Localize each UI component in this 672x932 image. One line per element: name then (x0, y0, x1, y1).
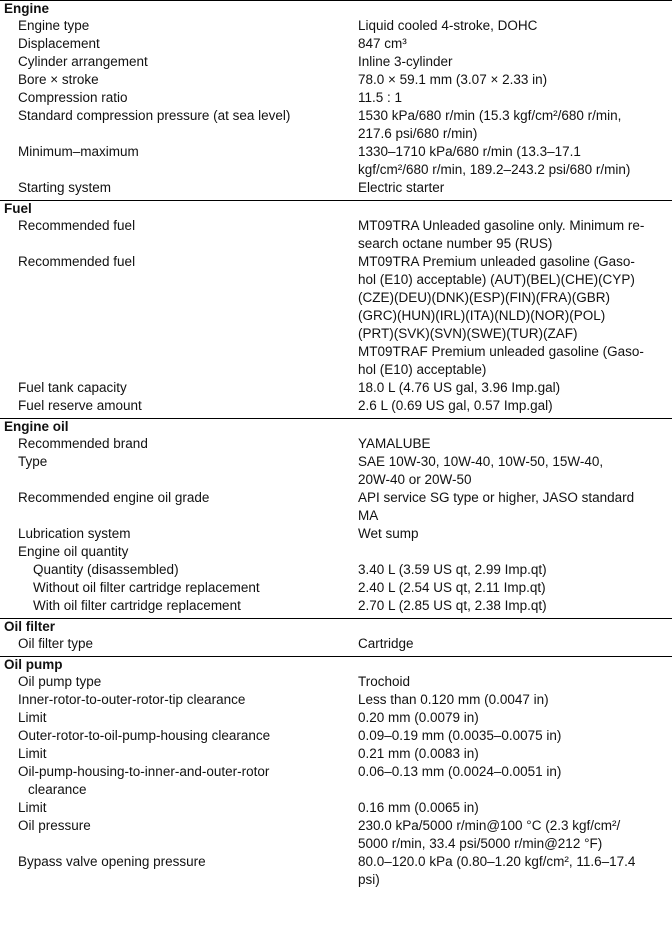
spec-value (340, 217, 672, 253)
spec-label: Oil filter type (18, 636, 94, 651)
spec-label: Type (18, 454, 48, 469)
spec-value: 11.5 : 1 (358, 90, 403, 105)
value-line: 20W-40 or 20W-50 (358, 472, 472, 487)
section-title: Engine oil (4, 419, 69, 434)
spec-row (0, 597, 672, 615)
spec-row (0, 561, 672, 579)
spec-label: Limit (18, 710, 47, 725)
spec-value: 0.21 mm (0.0083 in) (358, 746, 479, 761)
section-title: Oil filter (4, 619, 56, 634)
spec-value (340, 489, 672, 525)
spec-value (340, 853, 672, 889)
value-line: kgf/cm²/680 r/min, 189.2–243.2 psi/680 r/min) (358, 162, 631, 177)
spec-row (0, 727, 672, 745)
spec-value: 0.20 mm (0.0079 in) (358, 710, 479, 725)
spec-value: YAMALUBE (358, 436, 431, 451)
section-title: Fuel (4, 201, 32, 216)
spec-label: Cylinder arrangement (18, 54, 148, 69)
label-line: clearance (28, 782, 87, 797)
spec-value (340, 817, 672, 853)
spec-label (0, 763, 340, 799)
spec-label: Recommended fuel (18, 254, 136, 269)
value-line: (GRC)(HUN)(IRL)(ITA)(NLD)(NOR)(POL) (358, 308, 606, 323)
value-line: hol (E10) acceptable) (AUT)(BEL)(CHE)(CYP) (358, 272, 635, 287)
value-line: (CZE)(DEU)(DNK)(ESP)(FIN)(FRA)(GBR) (358, 290, 610, 305)
spec-value: 3.40 L (3.59 US qt, 2.99 Imp.qt) (358, 562, 547, 577)
spec-row (0, 489, 672, 525)
spec-row (0, 143, 672, 179)
spec-row (0, 453, 672, 489)
label-line: Oil-pump-housing-to-inner-and-outer-rotor (18, 764, 270, 779)
spec-label: Limit (18, 746, 47, 761)
spec-label: Recommended engine oil grade (18, 490, 210, 505)
spec-value: 18.0 L (4.76 US gal, 3.96 Imp.gal) (358, 380, 561, 395)
spec-label: Engine oil quantity (18, 544, 129, 559)
value-line: (PRT)(SVK)(SVN)(SWE)(TUR)(ZAF) (358, 326, 578, 341)
spec-row (0, 397, 672, 415)
spec-row (0, 673, 672, 691)
spec-row (0, 435, 672, 453)
spec-row (0, 745, 672, 763)
spec-label: Displacement (18, 36, 100, 51)
spec-row (0, 817, 672, 853)
spec-label: Quantity (disassembled) (33, 562, 179, 577)
value-line: 230.0 kPa/5000 r/min@100 °C (2.3 kgf/cm²/ (358, 818, 621, 833)
spec-value: Inline 3-cylinder (358, 54, 453, 69)
spec-label: Fuel reserve amount (18, 398, 142, 413)
value-line: 5000 r/min, 33.4 psi/5000 r/min@212 °F) (358, 836, 603, 851)
value-line: 1330–1710 kPa/680 r/min (13.3–17.1 (358, 144, 581, 159)
section-engine (0, 0, 672, 200)
spec-value: 2.40 L (2.54 US qt, 2.11 Imp.qt) (358, 580, 546, 595)
spec-label: Recommended brand (18, 436, 148, 451)
spec-row (0, 709, 672, 727)
spec-label: Recommended fuel (18, 218, 136, 233)
spec-value: 0.09–0.19 mm (0.0035–0.0075 in) (358, 728, 562, 743)
spec-row (0, 179, 672, 197)
spec-label: Compression ratio (18, 90, 128, 105)
spec-row (0, 107, 672, 143)
spec-row (0, 71, 672, 89)
spec-label: Bypass valve opening pressure (18, 854, 206, 869)
section-title: Engine (4, 1, 50, 16)
spec-label: Without oil filter cartridge replacement (33, 580, 260, 595)
section-title: Oil pump (4, 657, 63, 672)
spec-label: Lubrication system (18, 526, 131, 541)
spec-value: 0.06–0.13 mm (0.0024–0.0051 in) (358, 764, 562, 779)
spec-row (0, 635, 672, 653)
spec-value: 2.6 L (0.69 US gal, 0.57 Imp.gal) (358, 398, 553, 413)
spec-value (340, 107, 672, 143)
spec-label: Oil pressure (18, 818, 91, 833)
value-line: MT09TRAF Premium unleaded gasoline (Gaso- (358, 344, 644, 359)
spec-label: Oil pump type (18, 674, 102, 689)
spec-row (0, 379, 672, 397)
value-line: search octane number 95 (RUS) (358, 236, 553, 251)
spec-value: 847 cm³ (358, 36, 407, 51)
spec-value: 78.0 × 59.1 mm (3.07 × 2.33 in) (358, 72, 548, 87)
spec-row (0, 691, 672, 709)
spec-row (0, 89, 672, 107)
spec-value (340, 253, 672, 379)
value-line: psi) (358, 872, 380, 887)
spec-row (0, 579, 672, 597)
spec-row (0, 35, 672, 53)
value-line: SAE 10W-30, 10W-40, 10W-50, 15W-40, (358, 454, 604, 469)
section-oil-pump (0, 656, 672, 889)
section-oil-filter (0, 618, 672, 656)
spec-row (0, 763, 672, 799)
spec-value (340, 143, 672, 179)
spec-value: Electric starter (358, 180, 445, 195)
spec-row (0, 253, 672, 379)
value-line: 1530 kPa/680 r/min (15.3 kgf/cm²/680 r/min, (358, 108, 622, 123)
section-engine-oil (0, 418, 672, 618)
value-line: MT09TRA Unleaded gasoline only. Minimum re- (358, 218, 645, 233)
value-line: API service SG type or higher, JASO standard (358, 490, 635, 505)
value-line: 217.6 psi/680 r/min) (358, 126, 478, 141)
spec-label: Fuel tank capacity (18, 380, 127, 395)
value-line: 80.0–120.0 kPa (0.80–1.20 kgf/cm², 11.6–17.4 (358, 854, 636, 869)
spec-value (340, 453, 672, 489)
value-line: MA (358, 508, 379, 523)
section-fuel (0, 200, 672, 418)
spec-row (0, 543, 672, 561)
spec-row (0, 17, 672, 35)
spec-value: 0.16 mm (0.0065 in) (358, 800, 479, 815)
spec-value: Wet sump (358, 526, 419, 541)
spec-label: With oil filter cartridge replacement (33, 598, 241, 613)
value-line: hol (E10) acceptable) (358, 362, 487, 377)
spec-row (0, 799, 672, 817)
spec-label: Standard compression pressure (at sea level) (18, 108, 291, 123)
spec-value: Liquid cooled 4-stroke, DOHC (358, 18, 538, 33)
spec-value: Trochoid (358, 674, 411, 689)
spec-row (0, 853, 672, 889)
spec-label: Limit (18, 800, 47, 815)
spec-value: 2.70 L (2.85 US qt, 2.38 Imp.qt) (358, 598, 547, 613)
spec-label: Outer-rotor-to-oil-pump-housing clearance (18, 728, 271, 743)
spec-label: Minimum–maximum (18, 144, 139, 159)
spec-value: Less than 0.120 mm (0.0047 in) (358, 692, 549, 707)
spec-label: Engine type (18, 18, 90, 33)
spec-label: Bore × stroke (18, 72, 99, 87)
spec-row (0, 53, 672, 71)
value-line: MT09TRA Premium unleaded gasoline (Gaso- (358, 254, 635, 269)
spec-value (340, 543, 672, 561)
spec-value: Cartridge (358, 636, 414, 651)
spec-row (0, 217, 672, 253)
spec-label: Starting system (18, 180, 112, 195)
spec-row (0, 525, 672, 543)
spec-label: Inner-rotor-to-outer-rotor-tip clearance (18, 692, 246, 707)
